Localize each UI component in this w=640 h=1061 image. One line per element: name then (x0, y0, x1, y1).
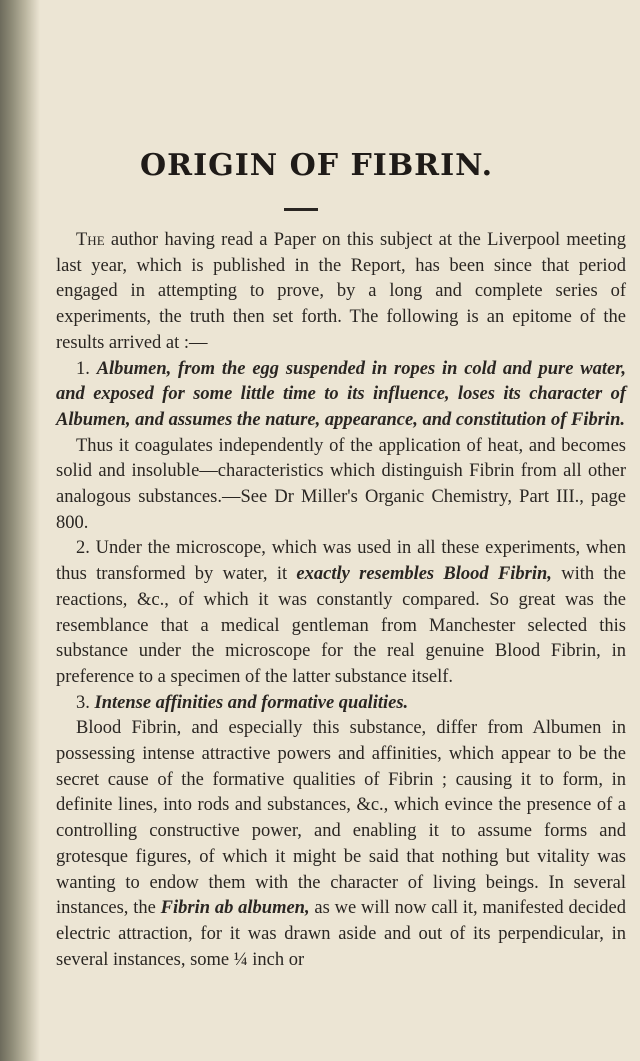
intro-text: author having read a Paper on this subject at the Liverpool meeting last year, which is published in the Report, has been since that period engaged in attempting to prove, by a long and complete series of experiments, the truth then set forth. The following is an epitome of the results arrived at :— (56, 230, 626, 353)
point-2-text-before: Under the microscope, which was used in all these experiments, when thus transformed by water, it (56, 538, 626, 585)
page-title: ORIGIN OF FIBRIN. (140, 148, 494, 183)
title-rule (284, 208, 318, 211)
point-3-heading: Intense affinities and formative qualities. (94, 692, 409, 713)
paragraph-point-1 (56, 357, 626, 434)
point-1-statement: Albumen, from the egg suspended in ropes in cold and pure water, and exposed for some little time to its influence, loses its character of Albumen, and assumes the nature, appearance, and constitution of Fibrin. (56, 358, 627, 430)
intro-lead-word: The (76, 230, 105, 250)
point-2-text-after: with the reactions, &c., of which it was constantly compared. So great was the resemblance that a medical gentleman from Manchester selected this substance under the microscope for the real genuine Blood Fibrin, in preference to a specimen of the latter substance itself. (56, 564, 626, 687)
point-2-number: 2. (76, 538, 90, 559)
coagulation-text: Thus it coagulates independently of the application of heat, and becomes solid and insoluble—characteristics which distinguish Fibrin from all other analogous substances.—See Dr Miller's Organic Chemistry, Part III., page 800. (56, 435, 626, 533)
paragraph-point-2 (56, 536, 626, 690)
affinities-text-before: Blood Fibrin, and especially this substance, differ from Albumen in possessing intense attractive powers and affinities, which appear to be the secret cause of the formative qualities of Fibrin ; causing it to form, in definite lines, into rods and substances, &c., which evince the presence of a controlling constructive power, and enabling it to assume forms and grotesque figures, of which it might be said that nothing but vitality was wanting to endow them with the character of living beings. In several instances, the (56, 718, 626, 919)
paragraph-affinities (56, 716, 626, 973)
point-3-number: 3. (76, 692, 90, 713)
document-page (56, 0, 626, 1061)
affinities-emphasis: Fibrin ab albumen, (160, 898, 310, 919)
paragraph-intro (56, 228, 626, 357)
paragraph-point-3 (56, 691, 626, 717)
page-binding-shadow (0, 0, 40, 1061)
point-1-number: 1. (76, 358, 90, 379)
affinities-text-after: as we will now call it, manifested decided electric attraction, for it was drawn aside and out of its perpendicular, in several instances, some ¼ inch or (56, 898, 626, 970)
paragraph-coagulation (56, 434, 626, 537)
body-text (56, 228, 626, 973)
point-2-emphasis: exactly resembles Blood Fibrin, (296, 564, 552, 585)
